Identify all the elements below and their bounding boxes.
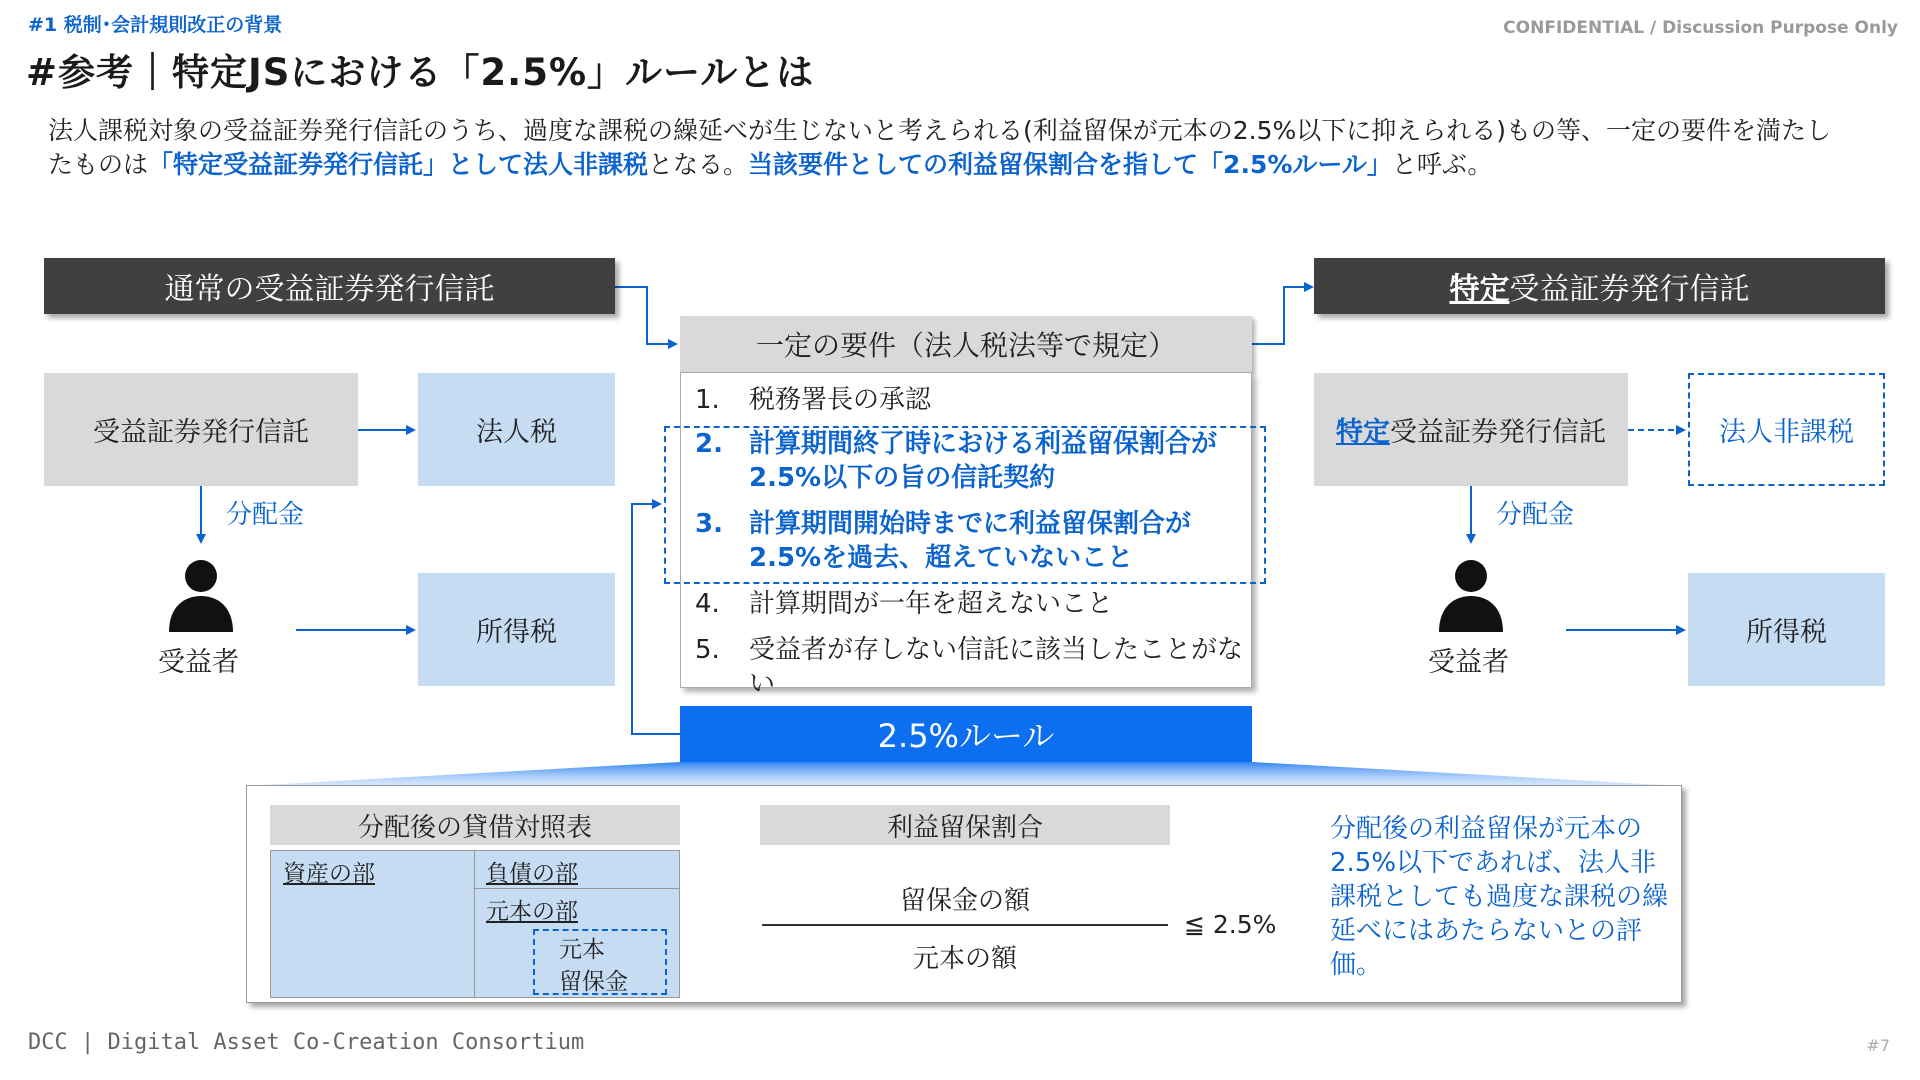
requirements-title: 一定の要件（法人税法等で規定）: [680, 316, 1252, 372]
bs-divider-horizontal: [474, 888, 679, 889]
bs-divider-vertical: [474, 851, 475, 997]
left-header: 通常の受益証券発行信託: [44, 258, 615, 314]
requirement-text: 計算期間が一年を超えないこと: [749, 589, 1114, 619]
left-income-tax-box: 所得税: [418, 573, 615, 686]
page-title: #参考｜特定JSにおける「2.5%」ルールとは: [26, 51, 815, 94]
intro-text-b: となる。: [648, 150, 749, 179]
ratio-fraction-line: [762, 924, 1168, 926]
arrow-left-header-to-req: [615, 287, 676, 344]
requirement-text-line-2: 2.5%以下の旨の信託契約: [749, 463, 1056, 493]
left-distribution-label: 分配金: [226, 500, 305, 530]
requirement-item-5: [695, 633, 1251, 701]
ratio-denominator: 元本の額: [912, 944, 1017, 974]
bs-liabilities: 負債の部: [486, 861, 578, 887]
intro-text-a: たものは: [48, 150, 149, 179]
rule-expansion-wedge: [246, 762, 1680, 786]
requirement-item-4: [695, 587, 1113, 621]
requirement-text-line-2: 2.5%を過去、超えていないこと: [749, 543, 1134, 573]
intro-text-c: と呼ぶ。: [1391, 150, 1493, 179]
requirement-item-1: [695, 383, 931, 417]
requirement-text: 受益者が存しない信託に該当したことがない: [749, 635, 1244, 699]
evaluation-text: 分配後の利益留保が元本の2.5%以下であれば、法人非課税としても過度な課税の繰延べにはあたらないとの評価。: [1330, 814, 1669, 980]
ratio-condition: ≦ 2.5%: [1184, 910, 1277, 939]
ratio-title: 利益留保割合: [760, 805, 1170, 845]
right-header: [1314, 258, 1885, 314]
balance-sheet-title: 分配後の貸借対照表: [270, 805, 680, 845]
footer-logo: DCC | Digital Asset Co-Creation Consortium: [28, 1030, 585, 1055]
right-beneficiary-label: 受益者: [1428, 647, 1509, 678]
confidential-label: CONFIDENTIAL / Discussion Purpose Only: [1503, 18, 1898, 38]
right-trust-bold: 特定: [1336, 417, 1390, 448]
bs-principal-frame: [533, 929, 667, 995]
right-distribution-label: 分配金: [1496, 500, 1575, 530]
right-header-bold: 特定: [1449, 272, 1510, 307]
left-beneficiary-label: 受益者: [158, 647, 239, 678]
bs-principal: 元本: [559, 937, 605, 963]
intro-highlight-2: 当該要件としての利益留保割合を指して「2.5%ルール」: [748, 150, 1392, 179]
bs-assets: 資産の部: [283, 861, 375, 887]
bs-principal-section: 元本の部: [486, 899, 578, 925]
highlighted-requirements-frame: [664, 426, 1266, 584]
page-number: #7: [1866, 1036, 1890, 1055]
intro-line-1: 法人課税対象の受益証券発行信託のうち、過度な課税の繰延べが生じないと考えられる(利益留保が元本の2.5%以下に抑えられる)もの等、一定の要件を満たし: [48, 116, 1832, 145]
requirement-num: 1.: [695, 385, 720, 415]
right-header-rest: 受益証券発行信託: [1509, 272, 1750, 307]
arrow-req-to-right-header: [1252, 287, 1312, 344]
right-trust-box: [1314, 373, 1628, 486]
left-corp-tax-box: 法人税: [418, 373, 615, 486]
right-income-tax-box: 所得税: [1688, 573, 1885, 686]
section-label: #1 税制･会計規則改正の背景: [28, 14, 283, 36]
requirement-text: 税務署長の承認: [749, 385, 932, 415]
requirement-num: 3.: [695, 509, 723, 539]
ratio-numerator: 留保金の額: [899, 886, 1030, 916]
requirement-text-line-1: 計算期間開始時までに利益留保割合が: [749, 509, 1192, 539]
requirement-num: 2.: [695, 429, 723, 459]
rule-bar: 2.5%ルール: [680, 706, 1252, 762]
left-person-icon: [163, 556, 239, 632]
requirement-text-line-1: 計算期間終了時における利益留保割合が: [749, 429, 1218, 459]
intro-highlight-1: 「特定受益証券発行信託」として法人非課税: [148, 150, 649, 179]
right-non-taxable-box: 法人非課税: [1688, 373, 1885, 486]
balance-sheet: [270, 850, 680, 998]
bs-retained: 留保金: [559, 969, 628, 995]
requirement-num: 5.: [695, 635, 720, 665]
requirement-num: 4.: [695, 589, 720, 619]
right-trust-rest: 受益証券発行信託: [1390, 417, 1606, 448]
right-person-icon: [1433, 556, 1509, 632]
left-trust-box: 受益証券発行信託: [44, 373, 358, 486]
